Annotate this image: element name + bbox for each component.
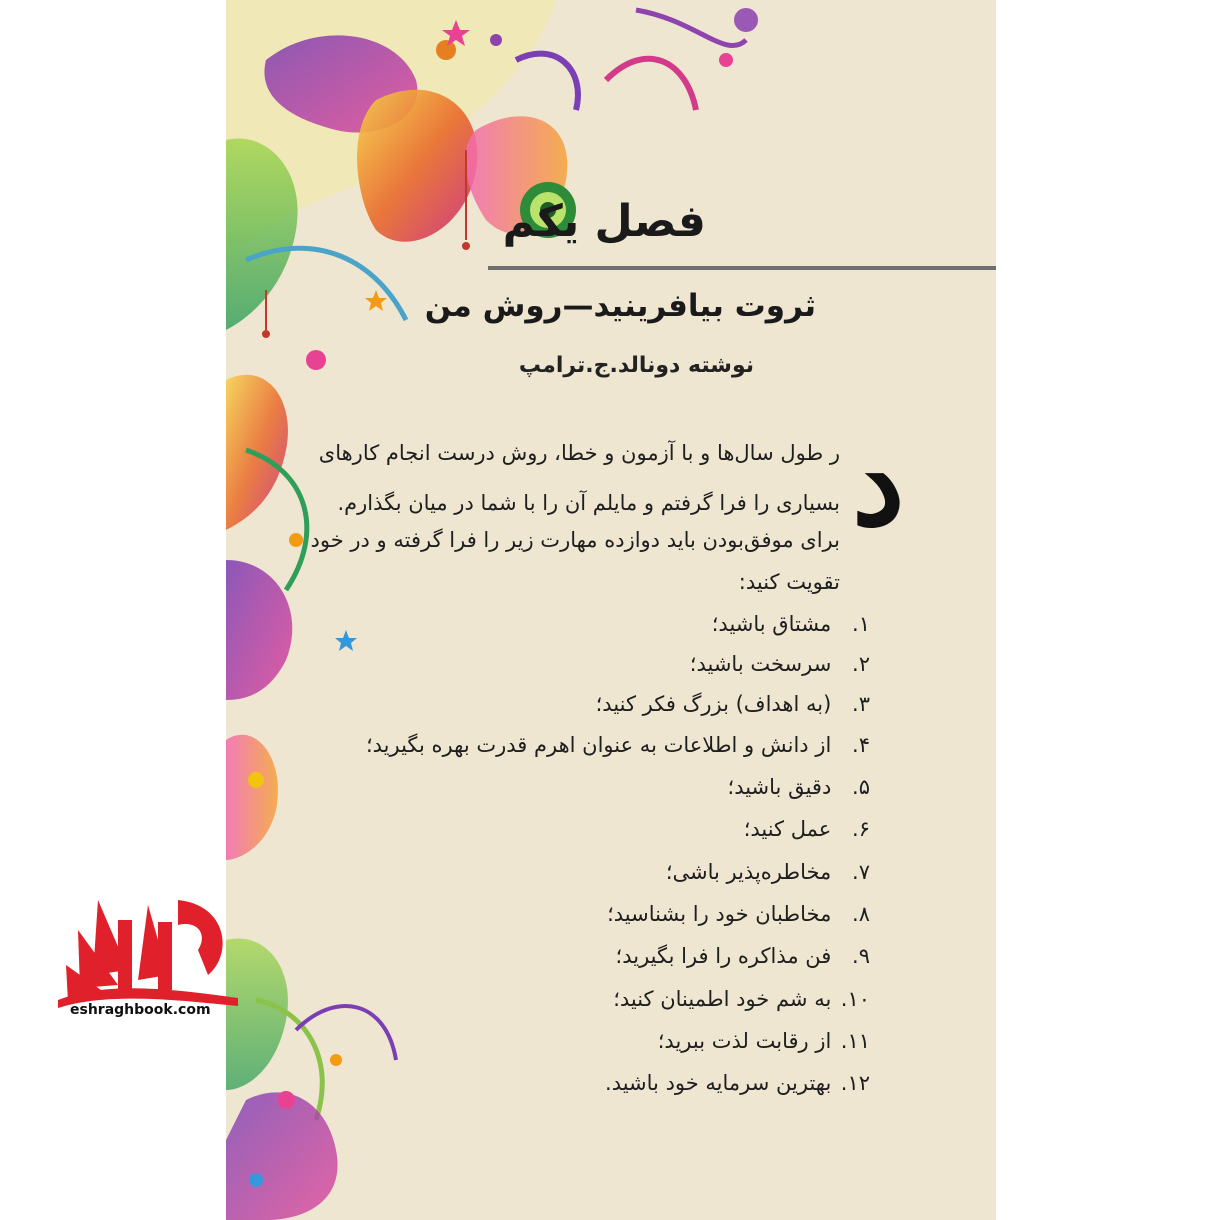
list-item-number: ۱۱. [840,1029,870,1053]
list-item-text: مخاطبان خود را بشناسید؛ [607,902,832,926]
list-item [310,733,870,769]
list-item-number: ۶. [852,817,870,841]
intro-line-4: تقویت کنید: [738,570,840,594]
list-item [310,944,870,980]
drop-cap: د [852,413,905,552]
list-item [310,860,870,896]
list-item-number: ۱۰. [840,987,870,1011]
list-item-number: ۹. [852,944,870,968]
intro-line-3: برای موفق‌بودن باید دوازده مهارت زیر را فرا گرفته و در خود [310,528,840,552]
list-item-text: سرسخت باشید؛ [689,652,832,676]
list-item-text: به شم خود اطمینان کنید؛ [613,987,832,1011]
list-item [310,817,870,853]
list-item-number: ۸. [852,902,870,926]
list-item [310,1071,870,1107]
author-byline: نوشته دونالد.ج.ترامپ [518,353,754,378]
intro-line-2: بسیاری را فرا گرفتم و مایلم آن را با شما در میان بگذارم. [337,491,840,515]
list-item-number: ۲. [852,652,870,676]
watermark-url: eshraghbook.com [70,1002,211,1018]
list-item [310,692,870,728]
list-item [310,652,870,688]
eshragh-book-logo-icon [58,880,248,1050]
chapter-subtitle: ثروت بیافرینید—روش من [424,288,816,324]
list-item [310,902,870,938]
list-item-number: ۳. [852,692,870,716]
list-item-text: از رقابت لذت ببرید؛ [657,1029,832,1053]
list-item-number: ۴. [852,733,870,757]
list-item-text: دقیق باشید؛ [727,775,832,799]
list-item-text: فن مذاکره را فرا بگیرید؛ [615,944,832,968]
list-item-text: مخاطره‌پذیر باشی؛ [665,860,832,884]
list-item-number: ۵. [852,775,870,799]
list-item-text: بهترین سرمایه خود باشید. [605,1071,832,1095]
list-item [310,987,870,1023]
list-item-text: عمل کنید؛ [743,817,832,841]
chapter-title: فصل یکم [502,196,706,247]
list-item [310,612,870,648]
list-item-number: ۱۲. [840,1071,870,1095]
list-item-text: (به اهداف) بزرگ فکر کنید؛ [595,692,832,716]
list-item-text: از دانش و اطلاعات به عنوان اهرم قدرت بهره بگیرید؛ [365,733,832,757]
list-item-number: ۱. [852,612,870,636]
list-item [310,775,870,811]
list-item-text: مشتاق باشید؛ [711,612,832,636]
list-item [310,1029,870,1065]
title-divider [488,266,996,270]
intro-line-1: ر طول سال‌ها و با آزمون و خطا، روش درست انجام کارهای [318,441,840,465]
list-item-number: ۷. [852,860,870,884]
